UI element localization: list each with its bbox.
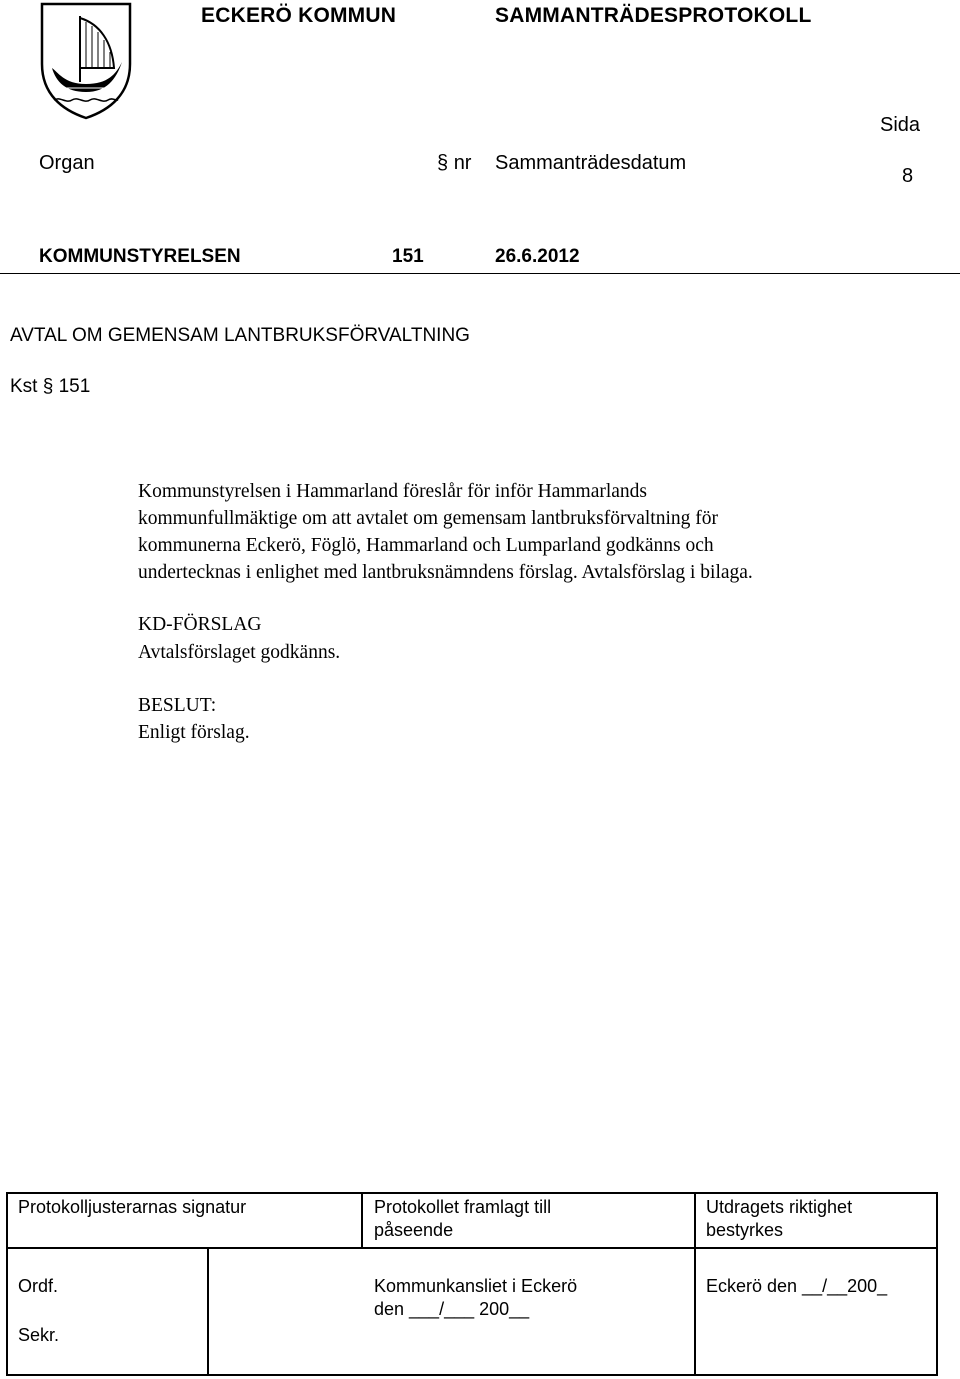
nr-label: nr bbox=[453, 152, 472, 174]
certification-header bbox=[706, 1196, 852, 1242]
coat-of-arms-logo bbox=[40, 2, 132, 120]
page-number: 8 bbox=[902, 165, 914, 187]
page-label: Sida bbox=[880, 114, 921, 136]
table-col-divider-1 bbox=[207, 1247, 209, 1376]
table-col-divider-2 bbox=[361, 1194, 363, 1247]
public-display-header-line-1: Protokollet framlagt till bbox=[374, 1197, 552, 1217]
body-line-1: Kommunstyrelsen i Hammarland föreslår för inför Hammarlands bbox=[138, 481, 648, 502]
table-row-divider bbox=[8, 1247, 936, 1249]
body-line-3: kommunerna Eckerö, Föglö, Hammarland och Lumparland godkänns och bbox=[138, 535, 714, 556]
decision-text: Enligt förslag. bbox=[138, 722, 250, 743]
proposal-heading: KD-FÖRSLAG bbox=[138, 614, 262, 635]
nr-label-wrapper bbox=[437, 152, 471, 175]
date-label: Sammanträdesdatum bbox=[495, 152, 687, 174]
municipality-name: ECKERÖ KOMMUN bbox=[201, 4, 397, 27]
organ-label: Organ bbox=[39, 152, 95, 174]
date-value: 26.6.2012 bbox=[495, 246, 580, 267]
public-display-date: den ___/___ 200__ bbox=[374, 1299, 530, 1319]
section-sign-icon: § bbox=[437, 152, 449, 174]
public-display-header-line-2: påseende bbox=[374, 1220, 454, 1240]
organ-value: KOMMUNSTYRELSEN bbox=[39, 246, 241, 267]
decision-heading: BESLUT: bbox=[138, 695, 217, 716]
public-display-header bbox=[374, 1196, 551, 1242]
signature-header: Protokolljusterarnas signatur bbox=[18, 1197, 247, 1217]
document-type: SAMMANTRÄDESPROTOKOLL bbox=[495, 4, 812, 27]
body-line-4: undertecknas i enlighet med lantbruksnämndens förslag. Avtalsförslag i bilaga. bbox=[138, 562, 753, 583]
secretary-label: Sekr. bbox=[18, 1325, 60, 1345]
certification-header-line-2: bestyrkes bbox=[706, 1220, 784, 1240]
certification-header-line-1: Utdragets riktighet bbox=[706, 1197, 853, 1217]
agenda-title: AVTAL OM GEMENSAM LANTBRUKSFÖRVALTNING bbox=[10, 325, 470, 346]
header-divider bbox=[0, 273, 960, 274]
public-display-place: Kommunkansliet i Eckerö bbox=[374, 1276, 578, 1296]
public-display-value bbox=[374, 1275, 577, 1321]
section-number: Kst § 151 bbox=[10, 376, 91, 397]
nr-value: 151 bbox=[392, 246, 424, 267]
signature-table bbox=[6, 1192, 938, 1376]
proposal-text: Avtalsförslaget godkänns. bbox=[138, 642, 341, 663]
chairman-label: Ordf. bbox=[18, 1276, 59, 1296]
certification-date: Eckerö den __/__200_ bbox=[706, 1276, 888, 1296]
table-col-divider-3 bbox=[694, 1194, 696, 1376]
body-line-2: kommunfullmäktige om att avtalet om gemensam lantbruksförvaltning för bbox=[138, 508, 718, 529]
